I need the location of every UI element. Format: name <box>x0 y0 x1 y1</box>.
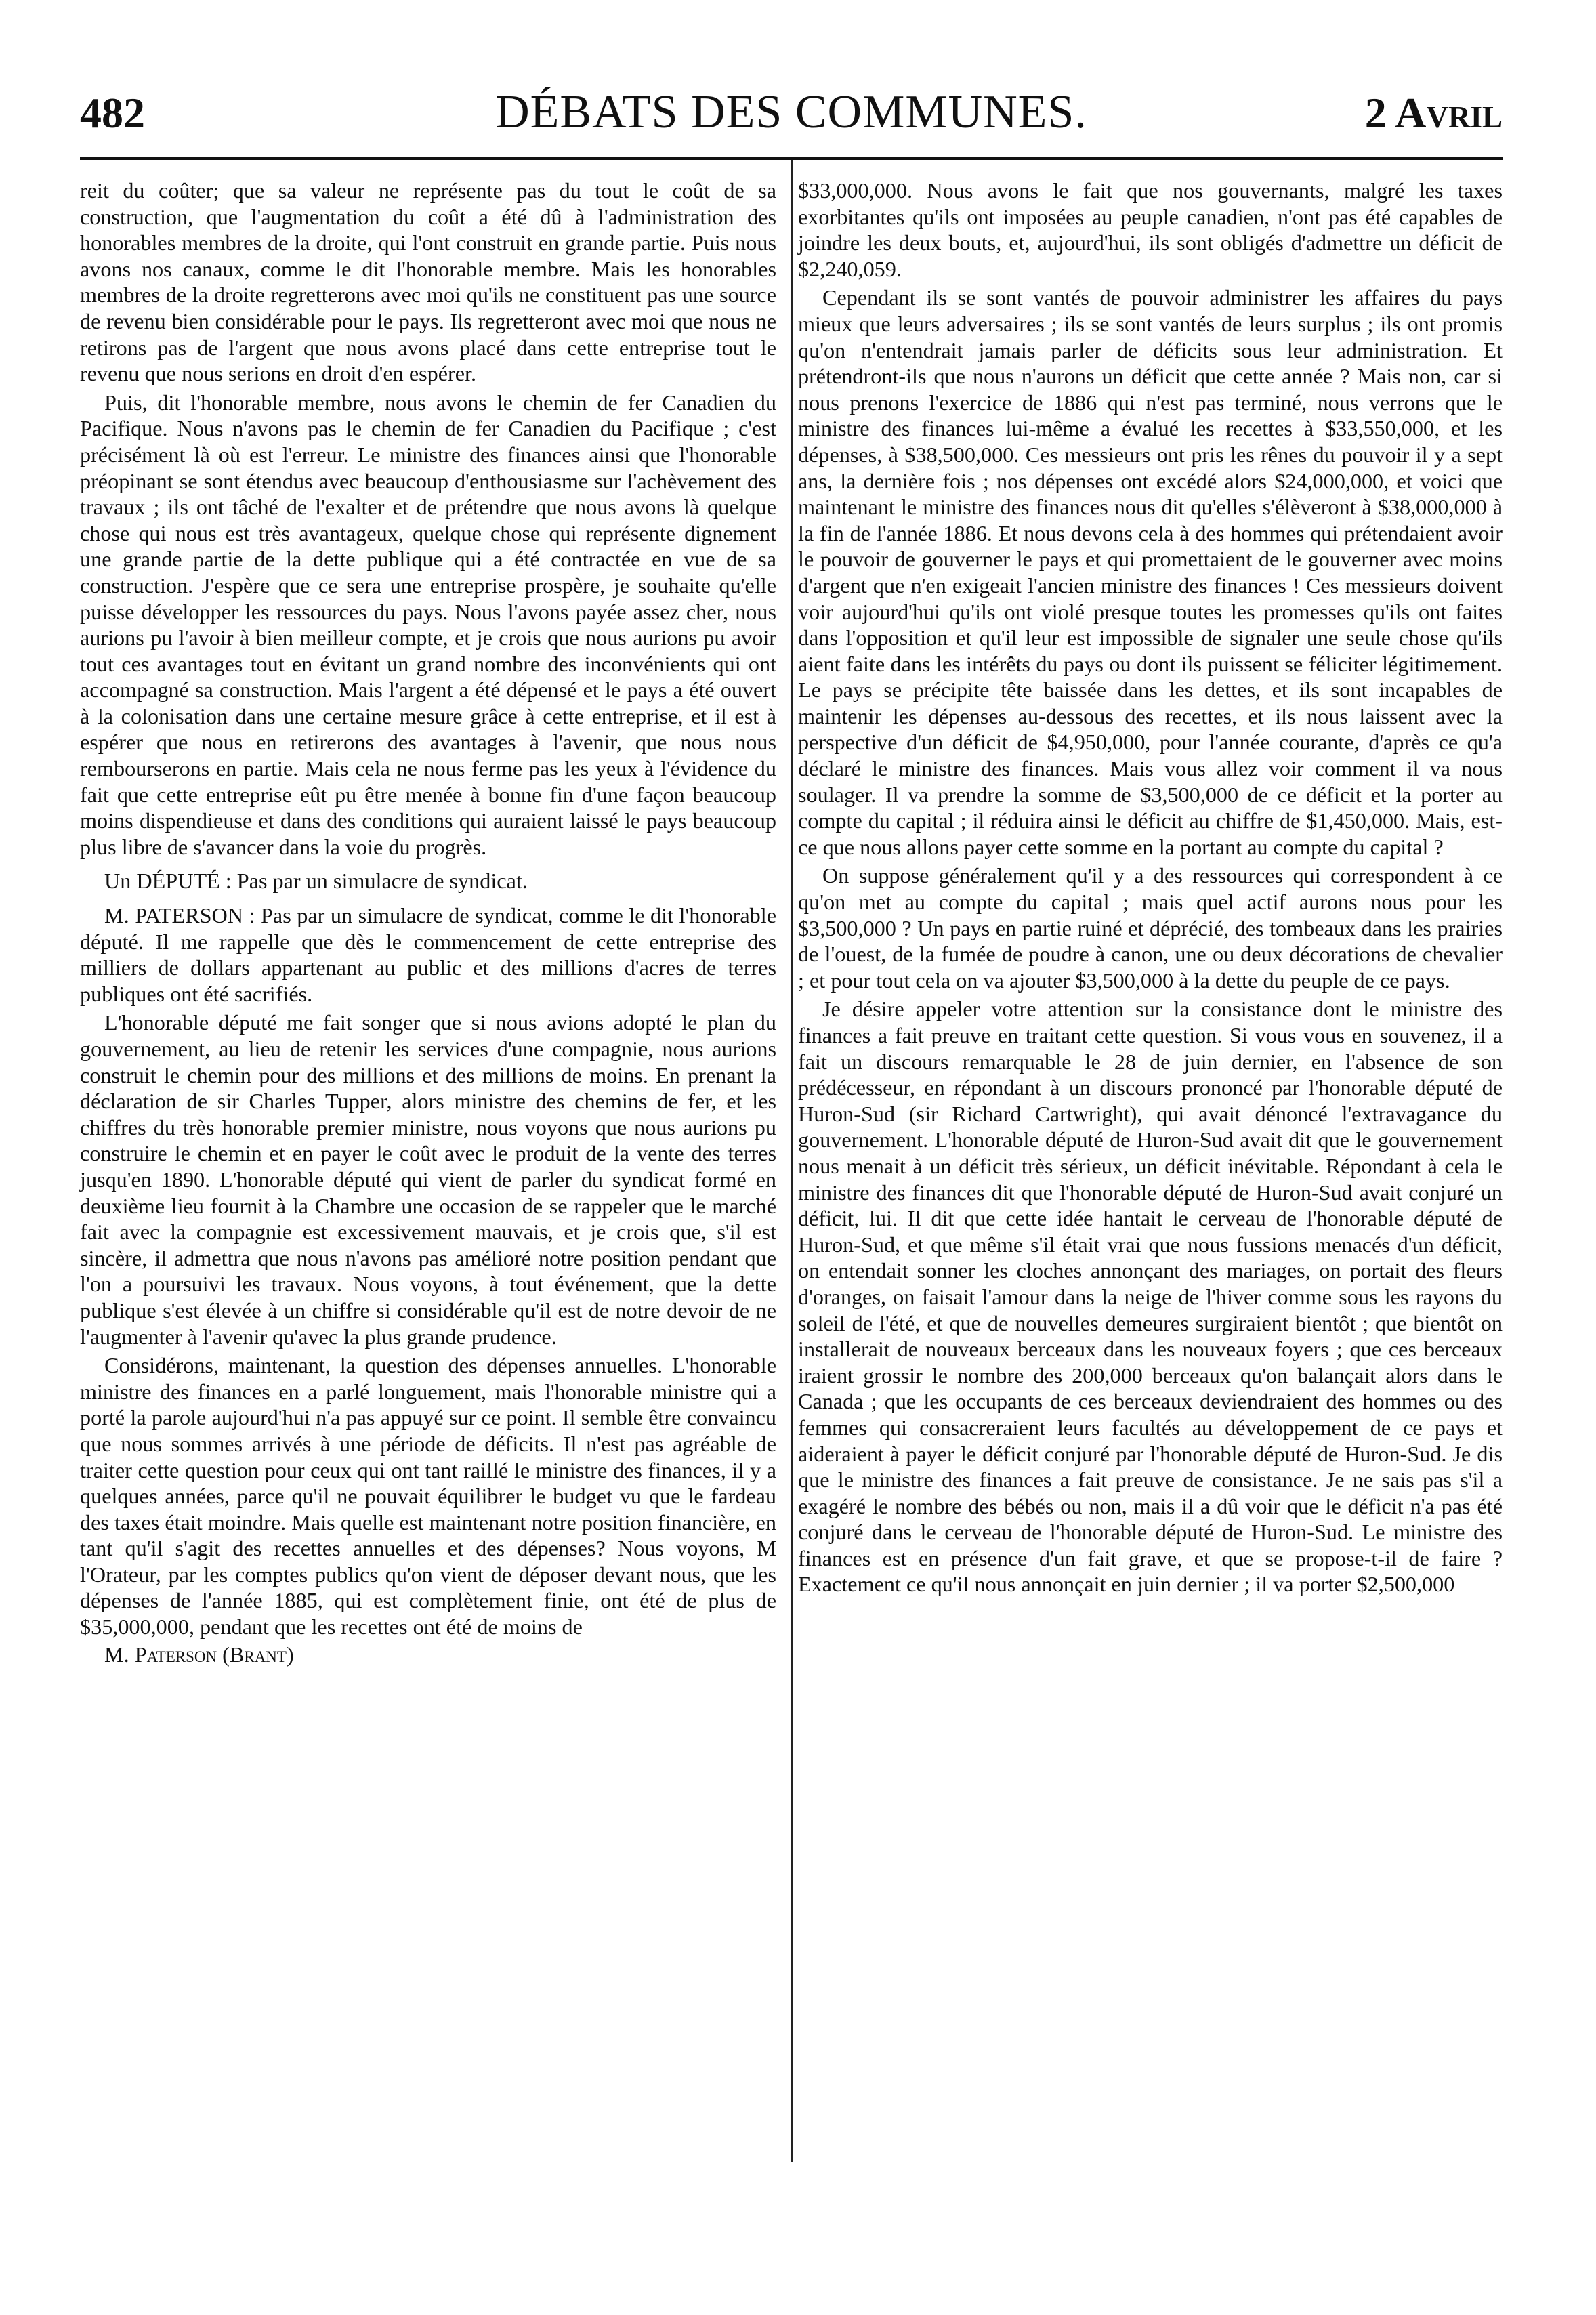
paragraph: $33,000,000. Nous avons le fait que nos gouvernants, malgré les taxes exorbitantes qu'ils ont imposées au peuple canadien, n'ont pas été capables de joindre les deux bouts, et, aujourd'hui, ils sont obligés d'admettre un déficit de $2,240,059. <box>798 178 1503 281</box>
page-number: 482 <box>80 89 145 137</box>
paragraph: Un DÉPUTÉ : Pas par un simulacre de syndicat. <box>104 869 528 894</box>
paragraph: Je désire appeler votre attention sur la consistance dont le ministre des finances a fait preuve en traitant cette question. Si vous vous en souvenez, il a fait un discours remarquable le 28 de juin dernier, en l'absence de son prédécesseur, en répondant à un discours prononcé par l'honorable député de Huron-Sud (sir Richard Cartwright), qui avait dénoncé l'extravagance du gouvernement. L'honorable député de Huron-Sud avait dit que le gouvernement nous menait à un déficit très sérieux, un déficit inévitable. Répondant à cela le ministre des finances dit que l'honorable député de Huron-Sud avait conjuré un déficit, lui. Il dit que cette idée hantait le cerveau de l'honorable député de Huron-Sud, et que même s'il était vrai que nous fussions menacés d'un déficit, on entendait sonner les cloches annonçant des mariages, on portait des fleurs d'oranges, on faisait l'amour dans la neige de l'hiver comme sous les rayons du soleil de l'été, et que de nouvelles demeures surgiraient bientôt ; que bientôt on installerait de nouveaux berceaux dans les nouveaux foyers ; que ces berceaux iraient grossir le nombre des 200,000 berceaux qu'on balançait alors dans le Canada ; que les occupants de ces berceaux deviendraient des hommes ou des femmes qui consacreraient leurs facultés au développement de ce pays et aideraient à payer le déficit conjuré par l'honorable député de Huron-Sud. Je dis que le ministre des finances a fait preuve de consistance. Je ne sais pas s'il a exagéré le nombre des bébés ou non, mais il a dû voir que le déficit n'a pas été conjuré dans le cerveau de l'honorable député de Huron-Sud. Le ministre des finances est en présence d'un fait grave, et que se propose-t-il de faire ? Exactement ce qu'il nous annonçait en juin dernier ; il va porter $2,500,000 <box>798 997 1503 1597</box>
paragraph: reit du coûter; que sa valeur ne représente pas du tout le coût de sa construction, que l'augmentation du coût a été dû à l'administration des honorables membres de la droite, qui l'ont construit en grande partie. Puis nous avons nos canaux, comme le dit l'honorable membre. Mais les honorables membres de la droite regretterons avec moi qu'ils ne constituent pas une source de revenu bien considérable pour le pays. Ils regretteront avec moi que nous ne retirons pas de l'argent que nous avons placé dans cette entreprise tout le revenu que nous serions en droit d'en espérer. <box>80 178 776 386</box>
paragraph: Considérons, maintenant, la question des dépenses annuelles. L'honorable ministre des finances en a parlé longuement, mais l'honorable ministre qui a porté la parole aujourd'hui n'a pas appuyé sur ce point. Il semble être convaincu que nous sommes arrivés à une période de déficits. Il n'est pas agréable de traiter cette question pour ceux qui ont tant raillé le ministre des finances, il y a quelques années, parce qu'il ne pouvait équilibrer le budget vu que le fardeau des taxes était moindre. Mais quelle est maintenant notre position financière, en tant qu'il s'agit des recettes annuelles et des dépenses? Nous voyons, M l'Orateur, par les comptes publics qu'on vient de déposer devant nous, que les dépenses de l'année 1885, qui est complètement finie, ont été de plus de $35,000,000, pendant que les recettes ont été de moins de <box>80 1353 776 1640</box>
page-header <box>80 80 1503 154</box>
paragraph: M. PATERSON : Pas par un simulacre de syndicat, comme le dit l'honorable député. Il me rappelle que dès le commencement de cette entreprise des milliers de dollars appartenant au public et des millions d'acres de terres publiques ont été sacrifiés. <box>80 903 776 1006</box>
column-divider <box>791 160 793 2162</box>
paragraph: On suppose généralement qu'il y a des ressources qui correspondent à ce qu'on met au compte du capital ; mais quel actif aurons nous pour les $3,500,000 ? Un pays en partie ruiné et déprécié, des tombeaux dans les prairies de l'ouest, de la fumée de poudre à canon, une ou deux décorations de chevalier ; et pour tout cela on va ajouter $3,500,000 à la dette du peuple de ce pays. <box>798 863 1503 993</box>
speaker-signature: M. Paterson (Brant) <box>104 1642 294 1667</box>
paragraph: Cependant ils se sont vantés de pouvoir administrer les affaires du pays mieux que leurs adversaires ; ils se sont vantés de leurs surplus ; ils ont promis qu'on n'entendrait jamais parler de déficits sous leur administration. Et prétendront-ils que nous n'aurons un déficit que cette année ? Mais non, car si nous prenons l'exercice de 1886 qui n'est pas terminé, nous verrons que le ministre des finances lui-même a évalué les recettes à $33,550,000, et les dépenses, à $38,500,000. Ces messieurs ont pris les rênes du pouvoir il y a sept ans, la dernière fois ; nos dépenses ont excédé alors $24,000,000, et voici que maintenant le ministre des finances nous dit qu'elles s'élèveront à $38,000,000 à la fin de l'année 1886. Et nous devons cela à des hommes qui prétendaient avoir le pouvoir de gouverner le pays et qui promettaient de le gouverner avec moins d'argent que n'en exigeait l'ancien ministre des finances ! Ces messieurs doivent voir aujourd'hui qu'ils ont violé presque toutes les promesses qu'ils ont faites dans l'opposition et qu'il leur est impossible de signaler une seule chose qu'ils aient faite dans les intérêts du pays ou dont ils puissent se féliciter légitimement. Le pays se précipite tête baissée dans les dettes, et ils sont incapables de maintenir les dépenses au-dessous des recettes, et ils nous laissent avec la perspective d'un déficit de $4,950,000, pour l'année courante, d'après ce qu'a déclaré le ministre des finances. Mais vous allez voir comment il va nous soulager. Il va prendre la somme de $3,500,000 de ce déficit et la porter au compte du capital ; il réduira ainsi le déficit au chiffre de $1,450,000. Mais, est-ce que nous allons payer cette somme en la portant au compte du capital ? <box>798 285 1503 859</box>
running-title: DÉBATS DES COMMUNES. <box>495 86 1087 138</box>
paragraph: Puis, dit l'honorable membre, nous avons le chemin de fer Canadien du Pacifique. Nous n'avons pas le chemin de fer Canadien du Pacifique ; c'est précisément là où est l'erreur. Le ministre des finances ainsi que l'honorable préopinant se sont étendus avec beaucoup d'enthousiasme sur l'achèvement des travaux ; ils ont tâché de l'exalter et de prétendre que nous avons là quelque chose qui nous est très avantageux, quelque chose qui représente dignement une grande partie de la dette publique qui a été contractée en vue de sa construction. J'espère que ce sera une entreprise prospère, je souhaite qu'elle puisse développer les ressources du pays. Nous l'avons payée assez cher, nous aurions pu l'avoir à bien meilleur compte, et je crois que nous aurions pu avoir tout ces avantages tout en évitant un grand nombre des inconvénients qui ont accompagné sa construction. Mais l'argent a été dépensé et le pays a été ouvert à la colonisation dans une certaine mesure grâce à cette entreprise, et il est à espérer que nous en retirerons des avantages à l'avenir, que nous nous rembourserons en partie. Mais cela ne nous ferme pas les yeux à l'évidence du fait que cette entreprise eût pu être menée à bonne fin d'une façon beaucoup moins dispendieuse et dans des conditions qui auraient laissé le pays beaucoup plus libre de s'avancer dans la voie du progrès. <box>80 390 776 859</box>
left-column <box>80 178 776 1667</box>
header-date: 2 Avril <box>1364 89 1503 137</box>
paragraph: L'honorable député me fait songer que si nous avions adopté le plan du gouvernement, au lieu de retenir les services d'une compagnie, nous aurions construit le chemin pour des millions et des millions de moins. En prenant la déclaration de sir Charles Tupper, alors ministre des chemins de fer, et les chiffres du très honorable premier ministre, nous voyons que nous aurions pu construire le chemin et en payer le coût avec le produit de la vente des terres jusqu'en 1890. L'honorable député qui vient de parler du syndicat formé en deuxième lieu fournit à la Chambre une occasion de se rappeler que le marché fait avec la compagnie est excessivement mauvais, et je crois que, s'il est sincère, il admettra que nous n'avons pas amélioré notre position pendant que l'on a poursuivi les travaux. Nous voyons, à tout événement, que la dette publique s'est élevée à un chiffre si considérable qu'il est de notre devoir de ne l'augmenter à l'avenir qu'avec la plus grande prudence. <box>80 1010 776 1349</box>
right-column <box>798 178 1503 1598</box>
